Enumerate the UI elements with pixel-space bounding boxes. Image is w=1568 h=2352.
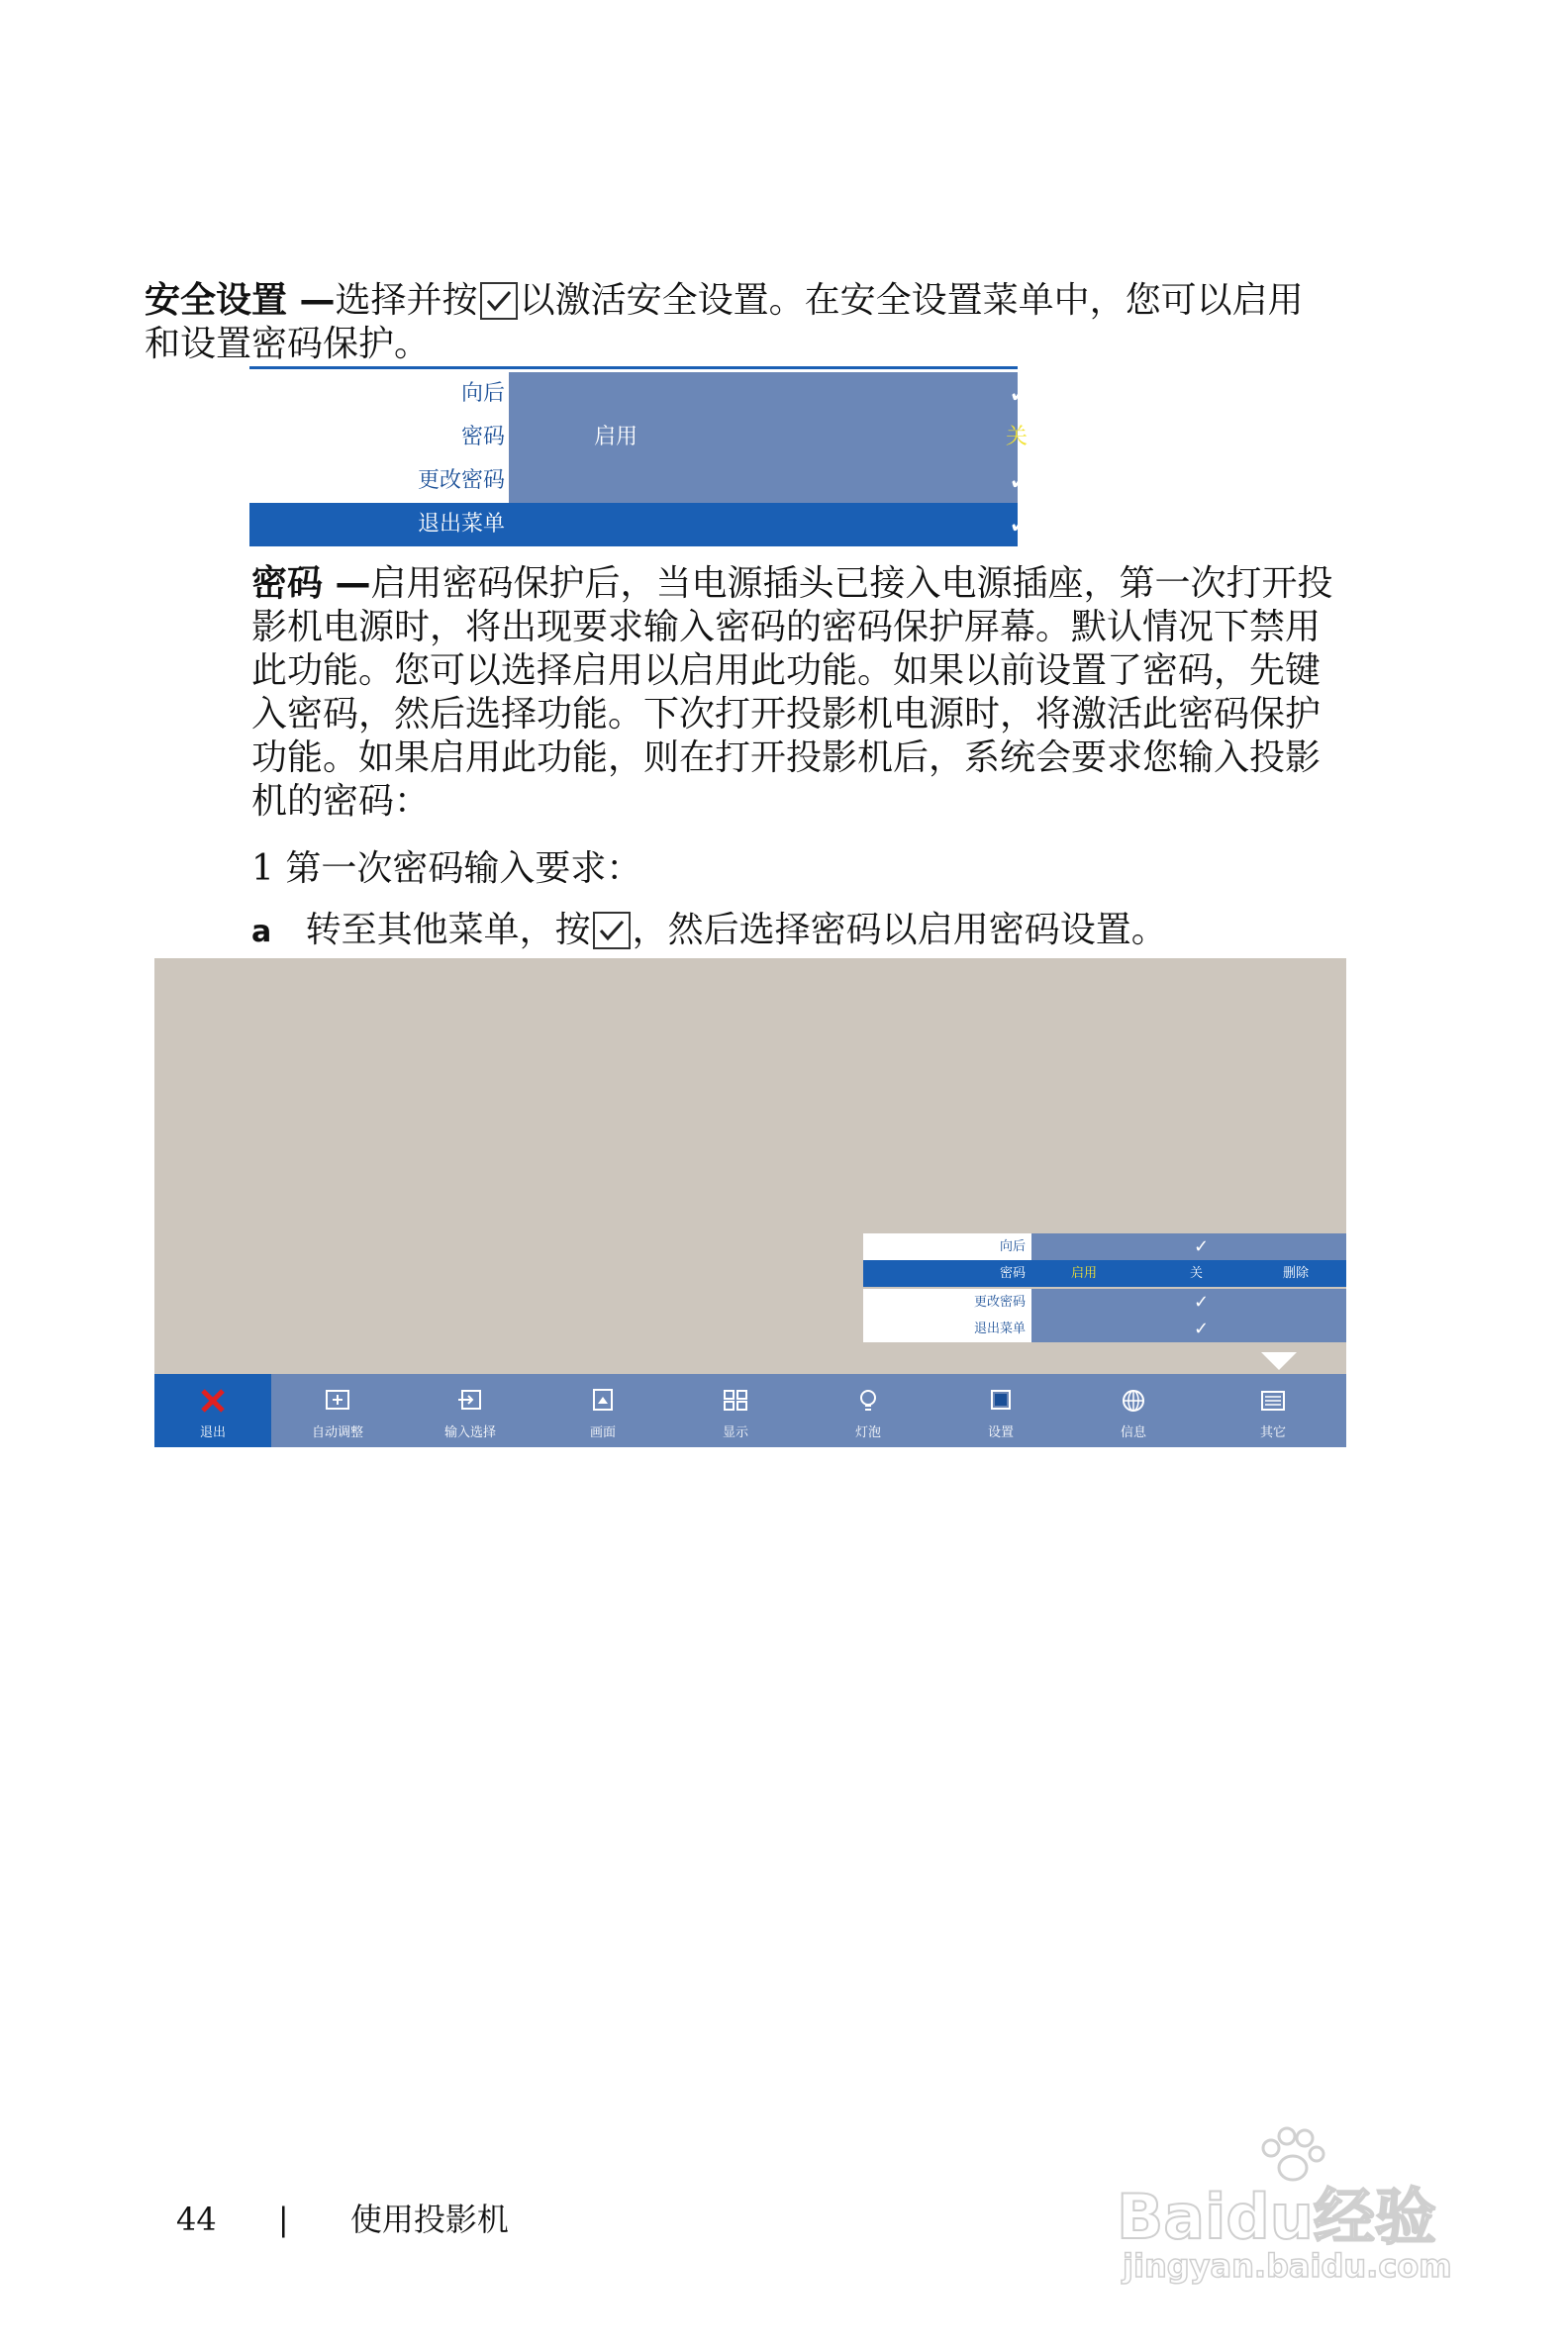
baidu-watermark (1117, 2126, 1493, 2304)
osd-row-change[interactable] (863, 1289, 1346, 1316)
option-delete[interactable]: 删除 (1156, 425, 1179, 493)
osd-label-exit: 退出菜单 (863, 1316, 1031, 1342)
toolbar-info[interactable] (1067, 1374, 1200, 1447)
toolbar-exit[interactable] (154, 1374, 271, 1447)
toolbar-label-lamp: 灯泡 (854, 1425, 881, 1440)
intro-term: 安全设置 — (145, 280, 336, 321)
osd-row-password[interactable] (863, 1260, 1346, 1287)
toolbar-input-select[interactable] (404, 1374, 537, 1447)
step-a-t4: 以 (881, 910, 918, 950)
security-menu (249, 366, 1179, 545)
password-line-4: 入密码，然后选择功能。下次打开投影机电源时，将激活此密码保护 (251, 694, 1322, 735)
password-line-1: 启用密码保护后，当电源插头已接入电源插座，第一次打开投 (370, 563, 1333, 604)
step-a-other: 其他 (376, 910, 448, 950)
other-icon (1259, 1388, 1287, 1414)
step-a-t1: 转至 (305, 910, 377, 950)
toolbar-settings[interactable] (934, 1374, 1067, 1447)
osd-option-delete[interactable]: 删除 (1283, 1266, 1310, 1281)
password-line-5: 功能。如果启用此功能，则在打开投影机后，系统会要求您输入投影 (251, 737, 1322, 778)
password-paragraph (251, 562, 1360, 824)
lamp-icon (854, 1388, 882, 1414)
step-a-letter: a (251, 915, 272, 949)
security-menu-row-back[interactable] (249, 372, 1033, 416)
osd-option-enable[interactable]: 启用 (1071, 1266, 1098, 1281)
footer (176, 2200, 509, 2239)
picture-icon (589, 1388, 617, 1414)
projector-screen (154, 958, 1346, 1447)
security-menu-row-exit[interactable] (249, 503, 1033, 546)
toolbar-label-exit: 退出 (199, 1425, 226, 1440)
toolbar-label-auto-adjust: 自动调整 (311, 1425, 363, 1440)
check-icon: ✓ (1008, 507, 1033, 541)
option-off[interactable]: 关 (1006, 425, 1029, 449)
osd-label-back: 向后 (863, 1233, 1031, 1260)
osd-row-back[interactable] (863, 1233, 1346, 1260)
display-icon (722, 1388, 749, 1414)
check-icon: ✓ (1194, 1236, 1210, 1257)
step-a-t3: ，然后选择 (632, 910, 811, 950)
osd-label-password: 密码 (863, 1260, 1031, 1287)
osd-row-exit[interactable] (863, 1316, 1346, 1342)
step-1 (251, 847, 641, 891)
input-select-icon (456, 1388, 484, 1414)
toolbar-other[interactable] (1200, 1374, 1346, 1447)
toolbar-auto-adjust[interactable] (271, 1374, 404, 1447)
menu-label-password: 密码 (249, 416, 509, 459)
toolbar-label-other: 其它 (1259, 1425, 1286, 1440)
check-icon: ✓ (1194, 1292, 1210, 1313)
close-icon (199, 1388, 227, 1414)
toolbar-label-input-select: 输入选择 (443, 1425, 496, 1440)
watermark-brand: Baidu经验 (1117, 2181, 1436, 2253)
page-number: 44 (176, 2201, 217, 2238)
password-line-2: 影机电源时，将出现要求输入密码的密码保护屏幕。默认情况下禁用 (251, 607, 1322, 647)
step-1-text: 第一次密码输入要求： (285, 848, 642, 889)
check-icon: ✓ (1008, 463, 1033, 498)
step-1-number: 1 (251, 848, 274, 889)
auto-adjust-icon (324, 1388, 351, 1414)
intro-text-b: 以激活安全设置。在安全设置菜单中，您可以启用 (519, 280, 1304, 321)
toolbar-label-info: 信息 (1120, 1425, 1146, 1440)
footer-section-title: 使用投影机 (349, 2201, 509, 2238)
menu-label-exit: 退出菜单 (249, 503, 509, 546)
osd-label-change: 更改密码 (863, 1289, 1031, 1316)
step-a-t2: 菜单，按 (447, 910, 591, 950)
select-button-icon (480, 282, 518, 320)
check-icon: ✓ (1194, 1319, 1210, 1339)
password-term: 密码 — (251, 563, 371, 604)
password-line-3 (251, 649, 1360, 693)
watermark-url: jingyan.baidu.com (1123, 2247, 1452, 2285)
check-icon: ✓ (1008, 376, 1033, 411)
osd-option-off[interactable]: 关 (1190, 1266, 1204, 1281)
pointer-triangle-icon (1261, 1352, 1297, 1372)
intro-line2: 和设置密码保护。 (145, 324, 431, 364)
toolbar-picture[interactable] (537, 1374, 669, 1447)
osd-toolbar (154, 1374, 1346, 1447)
option-enable[interactable]: 启用 (594, 425, 638, 449)
intro-text-a: 选择并按 (335, 280, 478, 321)
toolbar-label-picture: 画面 (589, 1425, 616, 1440)
step-a-t5: 密码设置。 (988, 910, 1167, 950)
security-menu-row-change[interactable] (249, 459, 1033, 503)
toolbar-display[interactable] (669, 1374, 802, 1447)
password-line-3a: 此功能。您可以选择 (251, 650, 573, 691)
toolbar-label-display: 显示 (722, 1425, 748, 1440)
settings-icon (987, 1388, 1015, 1414)
intro-paragraph (145, 279, 1372, 366)
password-line-6: 机的密码： (251, 781, 431, 822)
step-a-enable: 启用 (917, 910, 989, 950)
toolbar-label-settings: 设置 (987, 1425, 1014, 1440)
step-a (251, 909, 1360, 954)
password-line-3-bold: 启用 (572, 650, 644, 691)
footer-separator: | (277, 2201, 289, 2238)
menu-label-change: 更改密码 (249, 459, 509, 503)
password-line-3b: 以启用此功能。如果以前设置了密码，先键 (643, 650, 1322, 691)
menu-label-back: 向后 (249, 372, 509, 416)
info-icon (1120, 1388, 1147, 1414)
select-button-icon (593, 912, 631, 949)
toolbar-lamp[interactable] (802, 1374, 934, 1447)
step-a-password: 密码 (810, 910, 882, 950)
